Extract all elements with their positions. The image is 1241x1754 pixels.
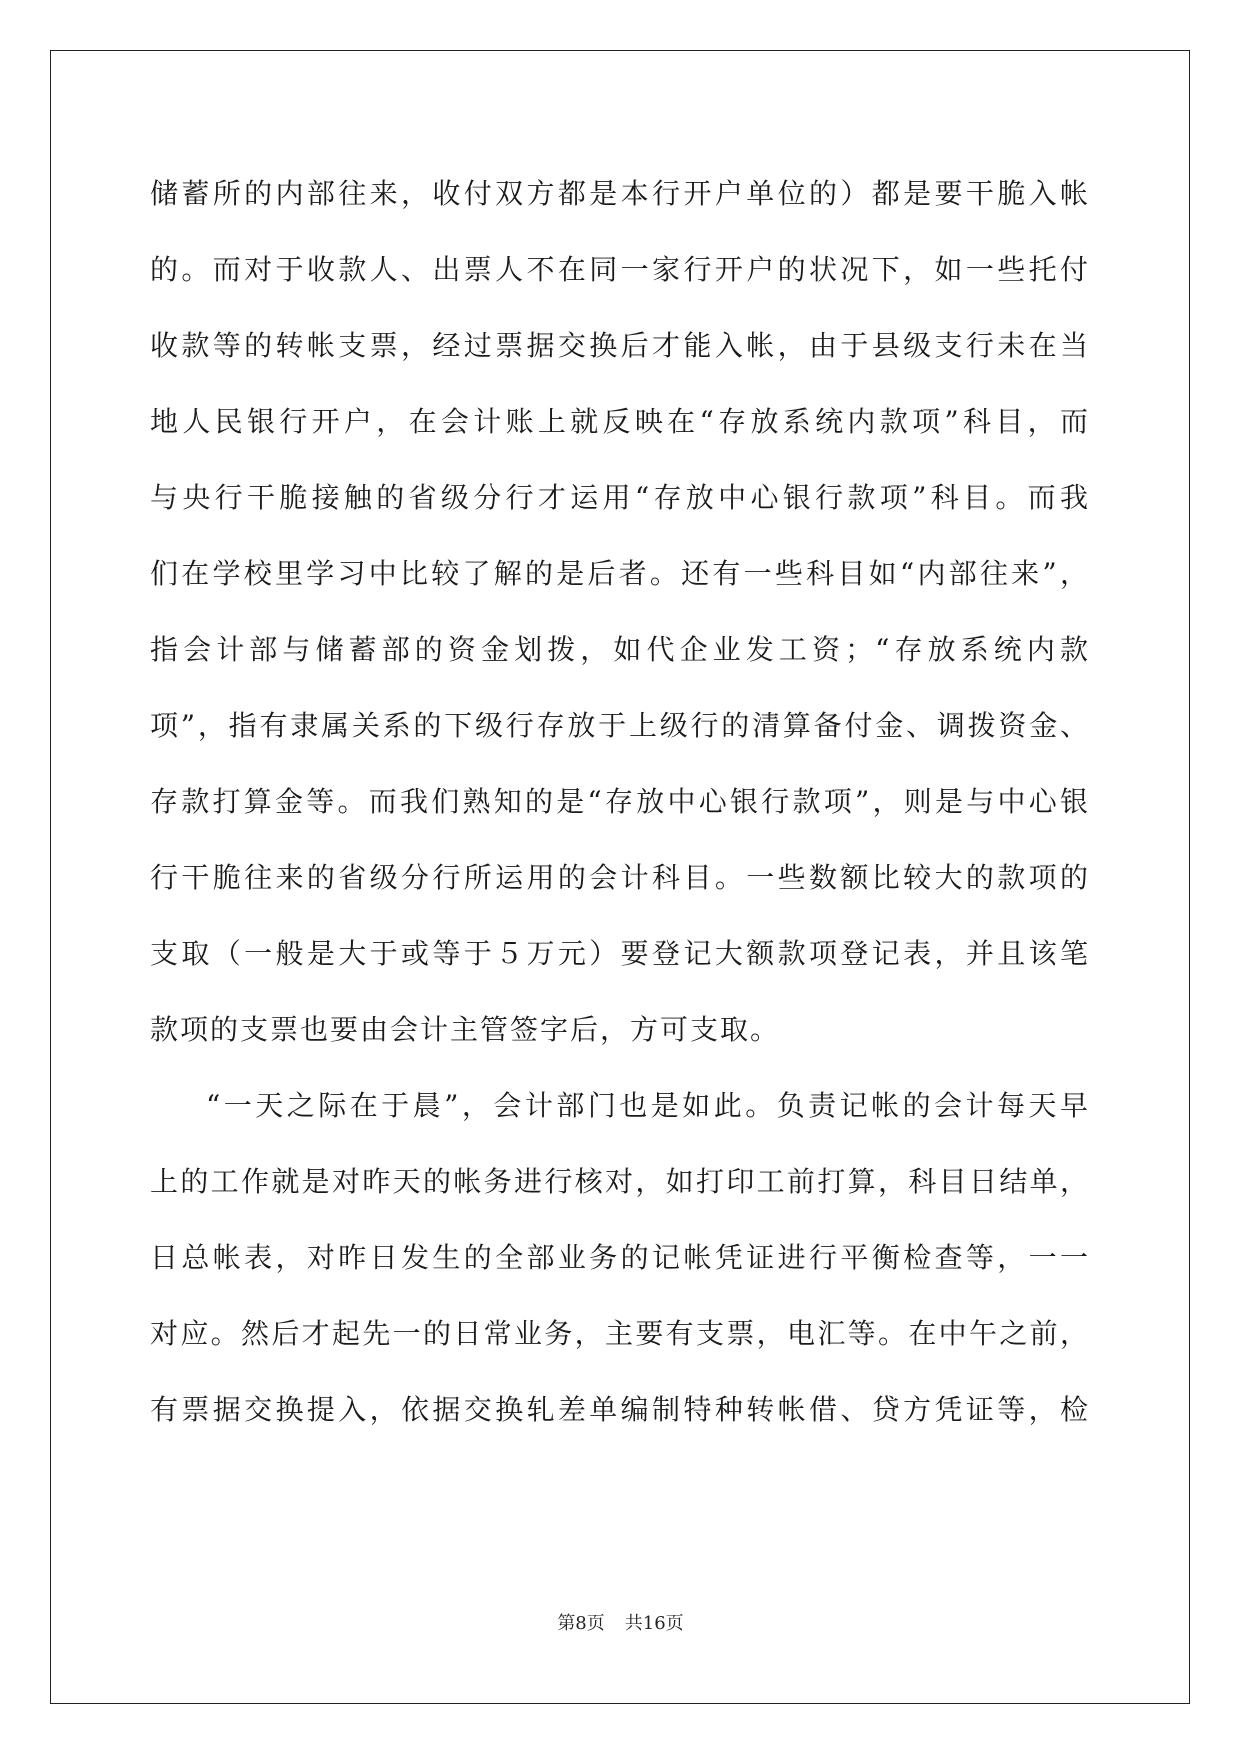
document-body	[150, 156, 1090, 1448]
text-line: 指会计部与储蓄部的资金划拨，如代企业发工资；“存放系统内款	[150, 633, 1090, 666]
page-total: 共16页	[624, 1613, 684, 1634]
text-line: 存款打算金等。而我们熟知的是“存放中心银行款项”，则是与中心银	[150, 785, 1090, 818]
text-line: 上的工作就是对昨天的帐务进行核对，如打印工前打算，科目日结单，	[150, 1165, 1090, 1198]
text-line: 款项的支票也要由会计主管签字后，方可支取。	[150, 1013, 781, 1046]
page-footer	[0, 1609, 1241, 1635]
text-line: 对应。然后才起先一的日常业务，主要有支票，电汇等。在中午之前，	[150, 1317, 1090, 1350]
text-line: 们在学校里学习中比较了解的是后者。还有一些科目如“内部往来”，	[150, 557, 1090, 590]
text-line: 日总帐表，对昨日发生的全部业务的记帐凭证进行平衡检查等，一一	[150, 1241, 1090, 1274]
text-line: 有票据交换提入，依据交换轧差单编制特种转帐借、贷方凭证等，检	[150, 1393, 1090, 1426]
paragraph-first-line: “一天之际在于晨”，会计部门也是如此。负责记帐的会计每天早	[206, 1089, 1090, 1122]
text-line: 的。而对于收款人、出票人不在同一家行开户的状况下，如一些托付	[150, 253, 1090, 286]
text-line: 支取（一般是大于或等于５万元）要登记大额款项登记表，并且该笔	[150, 937, 1090, 970]
text-line: 项”，指有隶属关系的下级行存放于上级行的清算备付金、调拨资金、	[150, 709, 1090, 742]
text-line: 行干脆往来的省级分行所运用的会计科目。一些数额比较大的款项的	[150, 861, 1090, 894]
text-line: 地人民银行开户，在会计账上就反映在“存放系统内款项”科目，而	[150, 405, 1090, 438]
text-line: 收款等的转帐支票，经过票据交换后才能入帐，由于县级支行未在当	[150, 329, 1090, 362]
text-line: 与央行干脆接触的省级分行才运用“存放中心银行款项”科目。而我	[150, 481, 1090, 514]
page-number: 第8页	[557, 1613, 605, 1634]
text-line: 储蓄所的内部往来，收付双方都是本行开户单位的）都是要干脆入帐	[150, 177, 1090, 210]
